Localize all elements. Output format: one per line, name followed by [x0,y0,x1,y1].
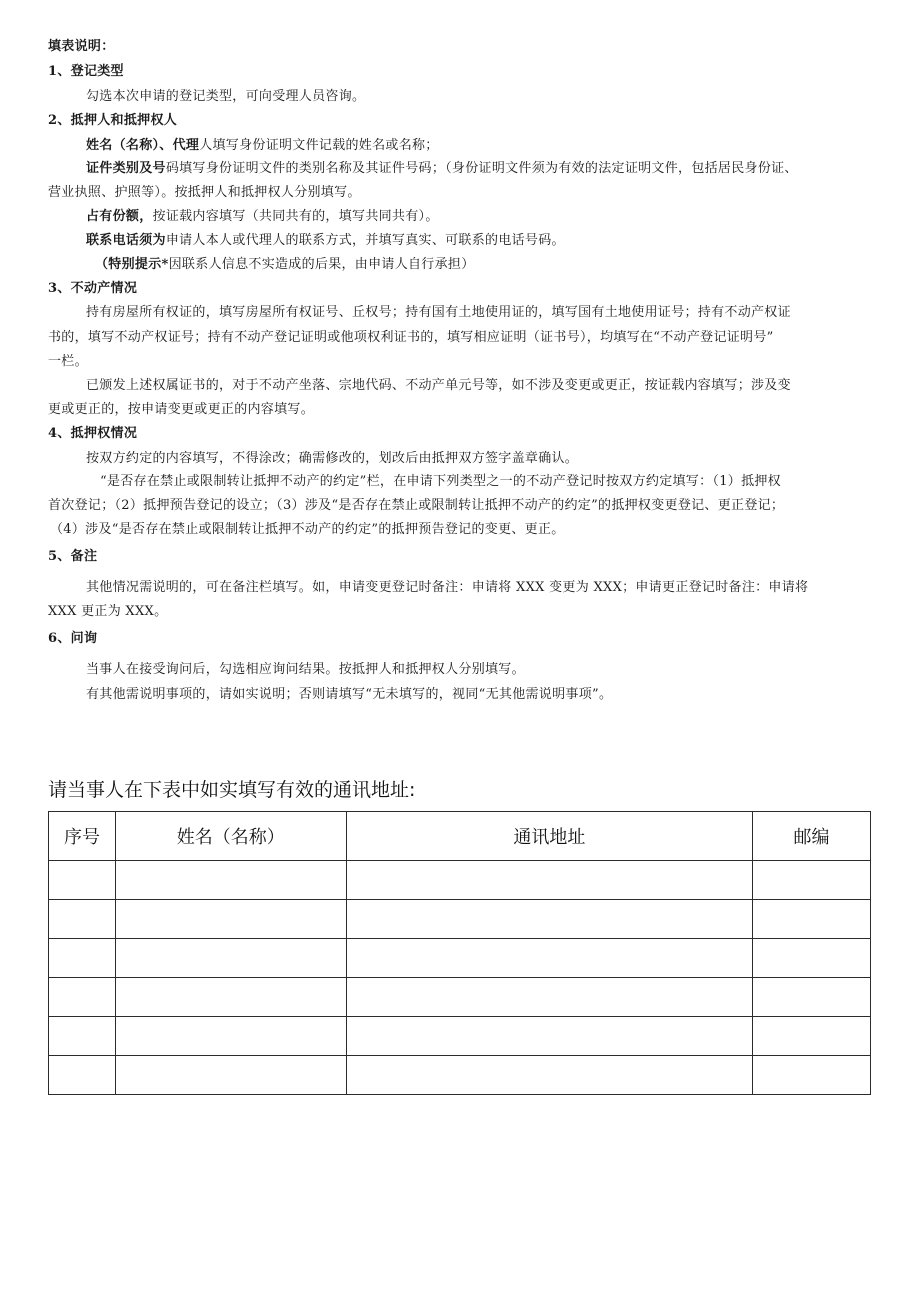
instructions-title: 填表说明： [48,39,115,54]
section-heading-mortgagor: 2、抵押人和抵押权人 [48,113,178,128]
cell-postcode[interactable] [753,978,871,1017]
cell-number[interactable] [49,861,116,900]
section-heading-property: 3、不动产情况 [48,281,138,296]
table-row [49,939,871,978]
section-text: 证件类别及号码填写身份证明文件的类别名称及其证件号码；（身份证明文件须为有效的法定证明文件，包括居民身份证、 [86,161,798,176]
section-heading-inquiry: 6、问询 [48,631,98,646]
cell-name[interactable] [115,900,346,939]
section-text: 当事人在接受询问后，勾选相应询问结果。按抵押人和抵押权人分别填写。 [86,662,525,677]
cell-name[interactable] [115,939,346,978]
section-text: XXX 更正为 XXX。 [48,604,168,619]
bold-lead: 证件类别及号 [86,161,166,176]
section-text: 持有房屋所有权证的，填写房屋所有权证号、丘权号；持有国有土地使用证的，填写国有土地使用证号；持有不动产权证 [86,305,791,320]
table-header-row [49,812,871,861]
cell-name[interactable] [115,861,346,900]
section-text: 首次登记；（2）抵押预告登记的设立；（3）涉及“是否存在禁止或限制转让抵押不动产的约定”的抵押权变更登记、更正登记； [48,498,785,513]
section-text: 联系电话须为申请人本人或代理人的联系方式，并填写真实、可联系的电话号码。 [86,233,565,248]
section-text: 勾选本次申请的登记类型，可向受理人员咨询。 [86,89,366,104]
column-header-postcode: 邮编 [753,812,871,861]
section-text: 更或更正的，按申请变更或更正的内容填写。 [48,402,315,417]
cell-postcode[interactable] [753,1056,871,1095]
section-text: 一栏。 [48,354,88,369]
section-heading-registration-type: 1、登记类型 [48,64,124,79]
table-row [49,900,871,939]
cell-number[interactable] [49,978,116,1017]
address-table-title: 请当事人在下表中如实填写有效的通讯地址: [48,779,416,801]
cell-postcode[interactable] [753,1017,871,1056]
special-notice: （特别提示*因联系人信息不实造成的后果，由申请人自行承担） [95,257,475,272]
section-text: 已颁发上述权属证书的，对于不动产坐落、宗地代码、不动产单元号等，如不涉及变更或更正，按证载内容填写；涉及变 [86,378,791,393]
section-text: 其他情况需说明的，可在备注栏填写。如，申请变更登记时备注：申请将 XXX 变更为 XXX；申请更正登记时备注：申请将 [86,580,809,595]
section-text: 有其他需说明事项的，请如实说明；否则请填写“无未填写的，视同“无其他需说明事项”。 [86,687,613,702]
table-row [49,861,871,900]
section-text: 姓名（名称）、代理人填写身份证明文件记载的姓名或名称； [86,138,439,153]
column-header-name: 姓名（名称） [115,812,346,861]
column-header-address: 通讯地址 [346,812,752,861]
cell-number[interactable] [49,939,116,978]
cell-address[interactable] [346,861,752,900]
cell-address[interactable] [346,939,752,978]
column-header-number: 序号 [49,812,116,861]
section-text: 营业执照、护照等）。按抵押人和抵押权人分别填写。 [48,185,361,200]
cell-postcode[interactable] [753,939,871,978]
cell-postcode[interactable] [753,861,871,900]
bold-lead: 姓名（名称）、代理 [86,138,200,153]
section-text: 按双方约定的内容填写，不得涂改；确需修改的，划改后由抵押双方签字盖章确认。 [86,451,579,466]
cell-name[interactable] [115,1017,346,1056]
cell-number[interactable] [49,1017,116,1056]
section-heading-remarks: 5、备注 [48,549,98,564]
bold-lead: 联系电话须为 [86,233,166,248]
table-row [49,1056,871,1095]
cell-address[interactable] [346,1056,752,1095]
bold-lead: 占有份额， [86,209,153,224]
section-text: （4）涉及“是否存在禁止或限制转让抵押不动产的约定”的抵押预告登记的变更、更正。 [50,522,565,537]
section-heading-mortgage-right: 4、抵押权情况 [48,426,138,441]
cell-address[interactable] [346,900,752,939]
section-text: 占有份额，按证载内容填写（共同共有的，填写共同共有）。 [86,209,439,224]
cell-number[interactable] [49,900,116,939]
cell-name[interactable] [115,1056,346,1095]
section-text: 书的，填写不动产权证号；持有不动产登记证明或他项权利证书的，填写相应证明（证书号），均填写在“不动产登记证明号” [48,330,774,345]
cell-number[interactable] [49,1056,116,1095]
cell-address[interactable] [346,1017,752,1056]
section-text: “是否存在禁止或限制转让抵押不动产的约定”栏，在申请下列类型之一的不动产登记时按双方约定填写：（1）抵押权 [100,474,781,489]
cell-name[interactable] [115,978,346,1017]
address-table [48,811,871,1095]
bold-lead: （特别提示* [95,257,169,272]
table-row [49,1017,871,1056]
cell-postcode[interactable] [753,900,871,939]
table-row [49,978,871,1017]
cell-address[interactable] [346,978,752,1017]
